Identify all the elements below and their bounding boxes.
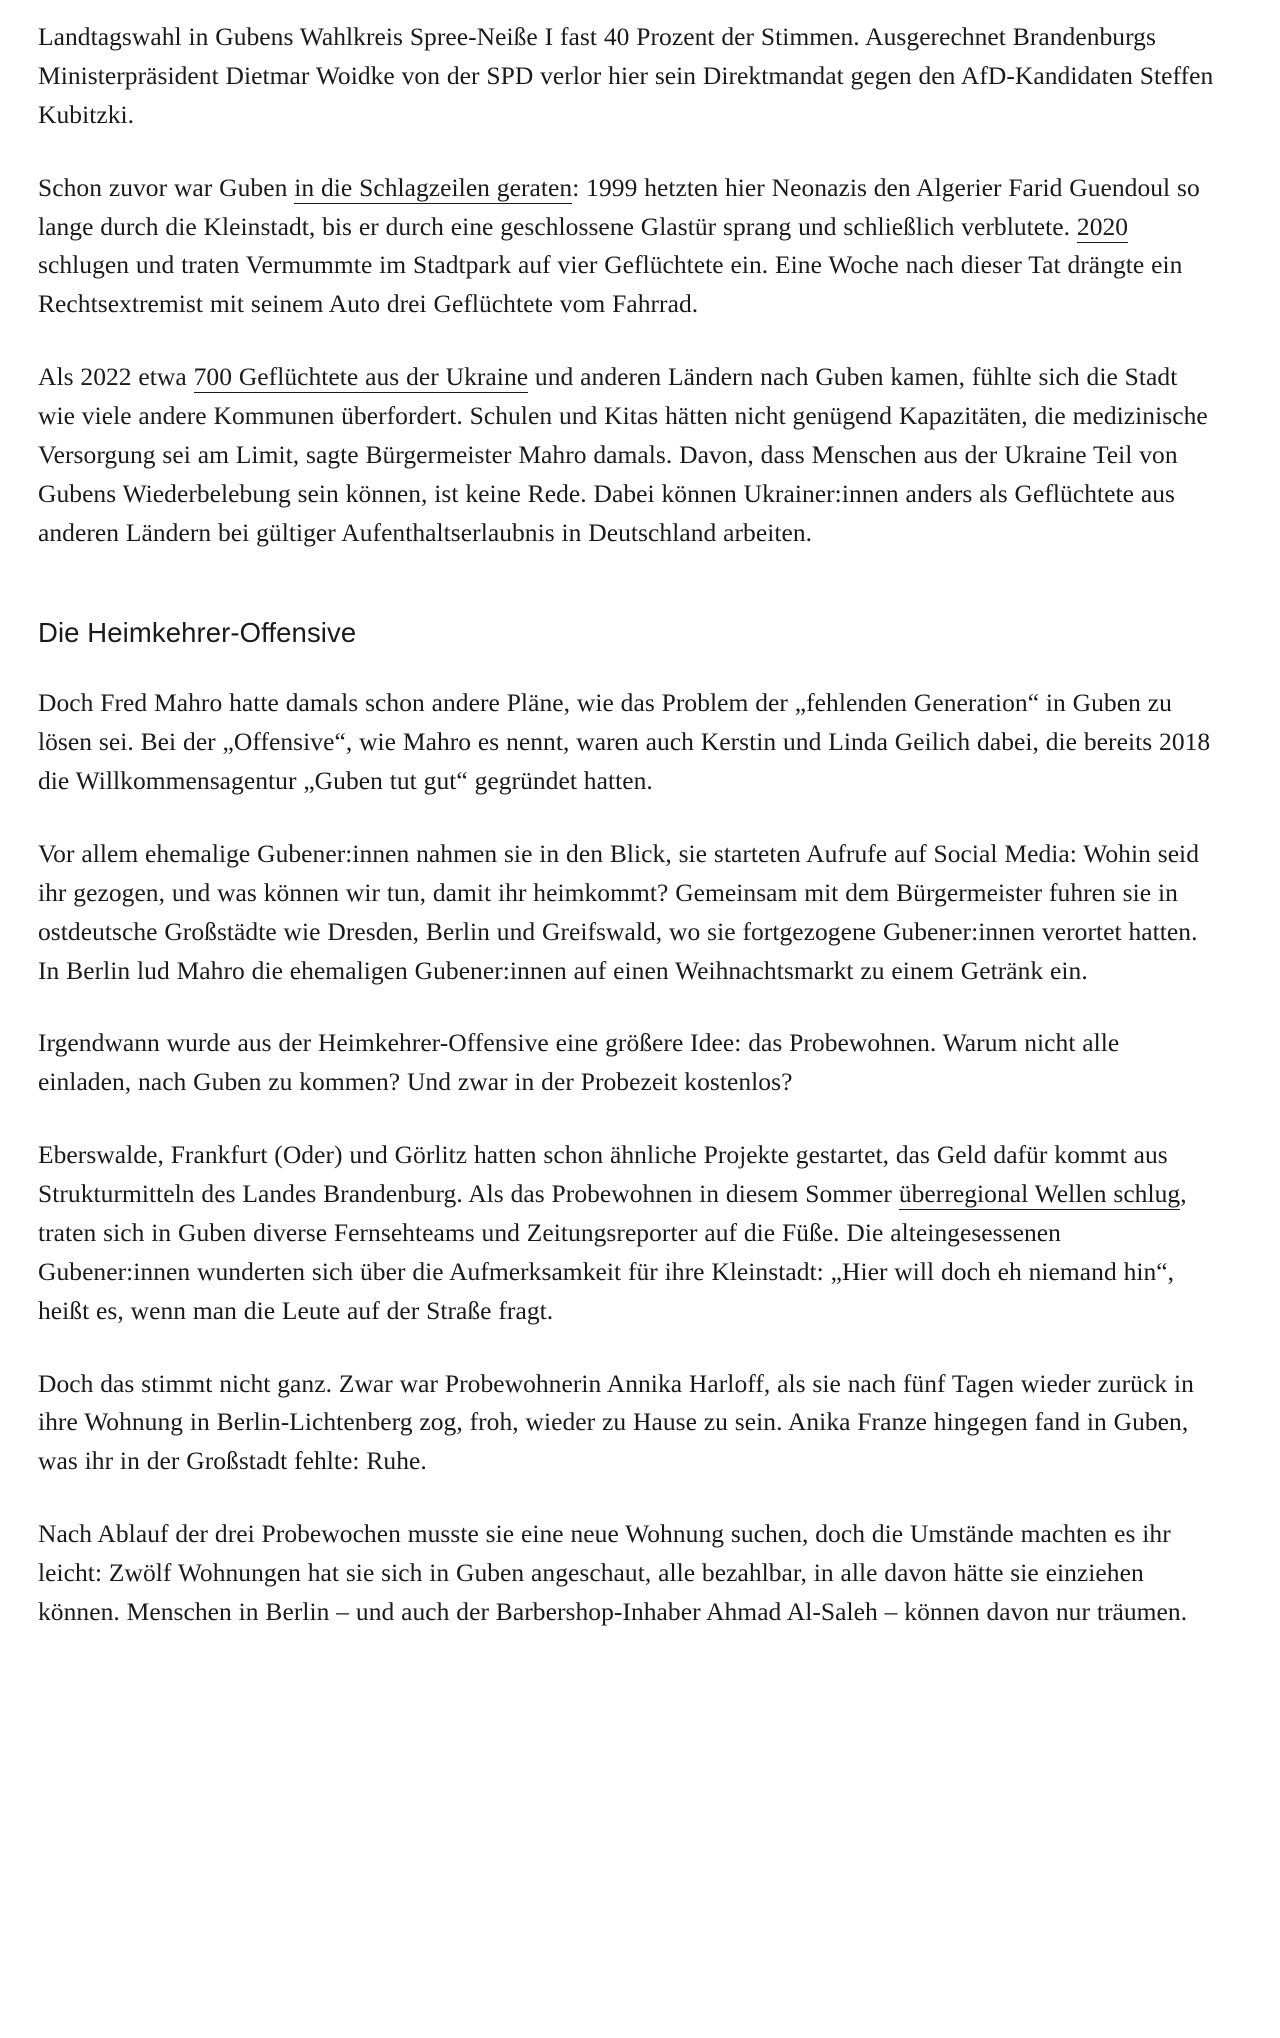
paragraph-text: Schon zuvor war Guben xyxy=(38,172,295,202)
paragraph-text: Eberswalde, Frankfurt (Oder) und Görlitz hatten schon ähnliche Projekte gestartet, das Geld dafür kommt aus Strukturmitteln des Landes Brandenburg. Als das Probewohnen in diesem Sommer xyxy=(38,1140,1168,1208)
paragraph-gefluechtete-2022 xyxy=(38,358,1216,552)
paragraph-text: Doch Fred Mahro hatte damals schon andere Pläne, wie das Problem der „fehlenden Generation“ in Guben zu lösen sei. Bei der „Offensive“, wie Mahro es nennt, waren auch Kerstin und Linda Geilich dabei, die bereits 2018 die Willkommensagentur „Guben tut gut“ gegründet hatten. xyxy=(38,688,1211,795)
paragraph-schlagzeilen xyxy=(38,169,1216,325)
paragraph-fred-mahro-plaene xyxy=(38,684,1216,801)
paragraph-text: schlugen und traten Vermummte im Stadtpark auf vier Geflüchtete ein. Eine Woche nach dieser Tat drängte ein Rechtsextremist mit seinem Auto drei Geflüchtete vom Fahrrad. xyxy=(38,250,1183,319)
inline-link[interactable]: 700 Geflüchtete aus der Ukraine xyxy=(193,362,529,392)
paragraph-social-media-aufrufe xyxy=(38,835,1216,991)
article-body xyxy=(38,18,1216,1632)
paragraph-text: und anderen Ländern nach Guben kamen, fühlte sich die Stadt wie viele andere Kommunen überfordert. Schulen und Kitas hätten nicht genügend Kapazitäten, die medizinische Versorgung sei am Limit, sagte Bürgermeister Mahro damals. Davon, dass Menschen aus der Ukraine Teil von Gubens Wiederbelebung sein können, ist keine Rede. Dabei können Ukrainer:innen anders als Geflüchtete aus anderen Ländern bei gültiger Aufenthaltserlaubnis in Deutschland arbeiten. xyxy=(38,362,1208,547)
paragraph-annika-harloff xyxy=(38,1365,1216,1482)
paragraph-text: Irgendwann wurde aus der Heimkehrer-Offensive eine größere Idee: das Probewohnen. Warum nicht alle einladen, nach Guben zu kommen? Und zwar in der Probezeit kostenlos? xyxy=(38,1028,1120,1097)
inline-link[interactable]: 2020 xyxy=(1076,211,1129,241)
paragraph-landtagswahl xyxy=(38,18,1216,135)
paragraph-text: Doch das stimmt nicht ganz. Zwar war Probewohnerin Annika Harloff, als sie nach fünf Tagen wieder zurück in ihre Wohnung in Berlin-Lichtenberg zog, froh, wieder zu Hause zu sein. Anika Franze hingegen fand in Guben, was ihr in der Großstadt fehlte: Ruhe. xyxy=(38,1368,1194,1476)
paragraph-probewohnen-idee xyxy=(38,1024,1216,1102)
paragraph-text: Nach Ablauf der drei Probewochen musste sie eine neue Wohnung suchen, doch die Umstände machten es ihr leicht: Zwölf Wohnungen hat sie sich in Guben angeschaut, alle bezahlbar, in alle davon hätte sie einziehen können. Menschen in Berlin – und auch der Barbershop-Inhaber Ahmad Al-Saleh – können davon nur träumen. xyxy=(38,1519,1188,1626)
paragraph-eberswalde-foerdermittel xyxy=(38,1136,1216,1330)
paragraph-text: Als 2022 etwa xyxy=(38,362,194,392)
paragraph-text: , traten sich in Guben diverse Fernsehteams und Zeitungsreporter auf die Füße. Die alteingesessenen Gubener:innen wunderten sich über die Aufmerksamkeit für ihre Kleinstadt: „Hier will doch eh niemand hin“, heißt es, wenn man die Leute auf der Straße fragt. xyxy=(38,1179,1187,1325)
inline-link[interactable]: in die Schlagzeilen geraten xyxy=(294,172,573,202)
paragraph-text: : 1999 hetzten hier Neonazis den Algerier Farid Guendoul so lange durch die Kleinstadt, bis er durch eine geschlossene Glastür sprang und schließlich verblutete. xyxy=(38,172,1200,241)
inline-link[interactable]: überregional Wellen schlug xyxy=(898,1179,1181,1208)
paragraph-text: Vor allem ehemalige Gubener:innen nahmen sie in den Blick, sie starteten Aufrufe auf Social Media: Wohin seid ihr gezogen, und was können wir tun, damit ihr heimkommt? Gemeinsam mit dem Bürgermeister fuhren sie in ostdeutsche Großstädte wie Dresden, Berlin und Greifswald, wo sie fortgezogene Gubener:innen verortet hatten. In Berlin lud Mahro die ehemaligen Gubener:innen auf einen Weihnachtsmarkt zu einem Getränk ein. xyxy=(38,838,1199,985)
paragraph-zwoelf-wohnungen xyxy=(38,1515,1216,1632)
section-heading-heimkehrer-offensive: Die Heimkehrer-Offensive xyxy=(38,616,357,648)
paragraph-text: Landtagswahl in Gubens Wahlkreis Spree-Neiße I fast 40 Prozent der Stimmen. Ausgerechnet Brandenburgs Ministerpräsident Dietmar Woidke von der SPD verlor hier sein Direktmandat gegen den AfD-Kandidaten Steffen Kubitzki. xyxy=(38,22,1214,129)
